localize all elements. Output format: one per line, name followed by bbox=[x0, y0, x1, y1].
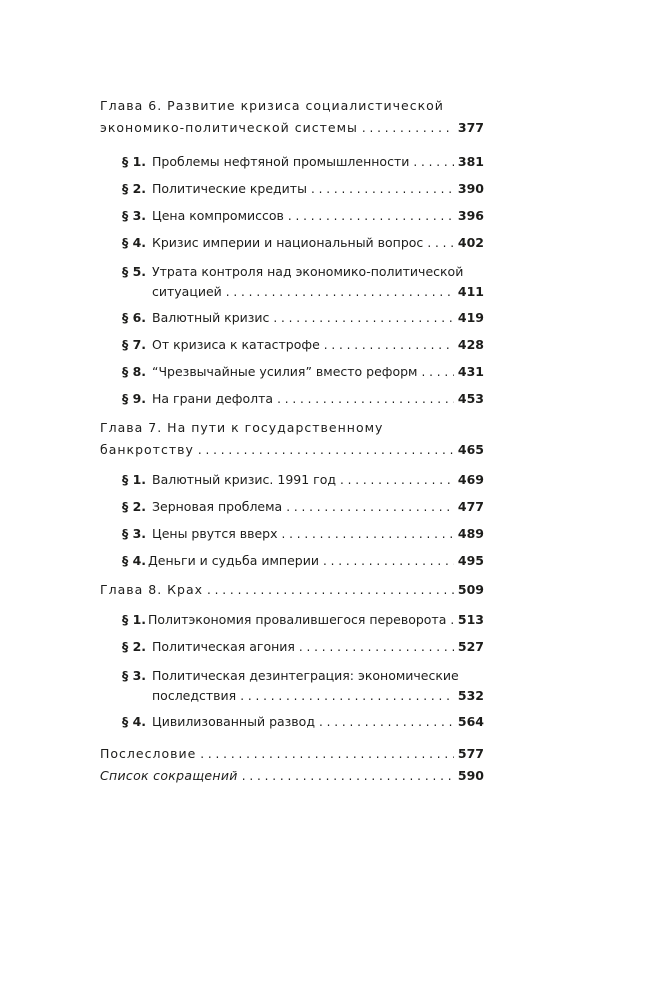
toc-entry[interactable] bbox=[122, 336, 484, 354]
section-sign: § 1. bbox=[122, 612, 147, 627]
toc-entry[interactable] bbox=[122, 390, 484, 408]
page-number: 453 bbox=[457, 391, 484, 406]
page-number: 419 bbox=[457, 310, 484, 325]
section-sign: § 2. bbox=[122, 499, 147, 514]
entry-title-line1: Политическая дезинтеграция: экономические bbox=[152, 668, 459, 683]
page-number: 577 bbox=[457, 746, 484, 761]
page-number: 513 bbox=[457, 612, 484, 627]
entry-title: От кризиса к катастрофе bbox=[152, 337, 320, 352]
page-number: 532 bbox=[457, 688, 484, 703]
dot-leader bbox=[277, 390, 454, 408]
dot-leader bbox=[413, 153, 454, 171]
chapter-6-sections bbox=[100, 153, 484, 408]
toc-entry[interactable] bbox=[122, 638, 484, 656]
entry-title: Кризис империи и национальный вопрос bbox=[152, 235, 424, 250]
dot-leader bbox=[226, 283, 454, 301]
chapter-title-text: банкротству bbox=[100, 442, 194, 457]
toc-entry[interactable] bbox=[122, 309, 484, 327]
entry-title: ситуацией bbox=[152, 284, 222, 299]
dot-leader bbox=[422, 363, 454, 381]
entry-title: Политическая агония bbox=[152, 639, 295, 654]
page-number: 564 bbox=[457, 714, 484, 729]
toc-entry[interactable] bbox=[122, 665, 484, 705]
chapter-title-line bbox=[100, 579, 484, 601]
chapter-title-line: Глава 6. Развитие кризиса социалистической bbox=[100, 98, 444, 113]
page-number: 590 bbox=[457, 768, 484, 783]
entry-title: последствия bbox=[152, 688, 237, 703]
section-sign: § 3. bbox=[122, 668, 147, 683]
abbreviations-entry[interactable] bbox=[100, 765, 484, 787]
entry-title: Политэкономия провалившегося переворота bbox=[148, 612, 447, 627]
table-of-contents bbox=[100, 95, 484, 787]
page-number: 402 bbox=[457, 235, 484, 250]
entry-title-line1: Утрата контроля над экономико-политической bbox=[152, 264, 464, 279]
entry-title: Валютный кризис bbox=[152, 310, 270, 325]
dot-leader bbox=[362, 117, 454, 139]
section-sign: § 2. bbox=[122, 181, 147, 196]
page-number: 465 bbox=[457, 442, 484, 457]
section-sign: § 4. bbox=[122, 235, 147, 250]
section-sign: § 8. bbox=[122, 364, 147, 379]
dot-leader bbox=[299, 638, 454, 656]
section-sign: § 1. bbox=[122, 472, 147, 487]
section-sign: § 6. bbox=[122, 310, 147, 325]
dot-leader bbox=[288, 207, 454, 225]
page-number: 489 bbox=[457, 526, 484, 541]
page-number: 428 bbox=[457, 337, 484, 352]
section-sign: § 1. bbox=[122, 154, 147, 169]
section-sign: § 4. bbox=[122, 553, 147, 568]
dot-leader bbox=[286, 498, 454, 516]
page-number: 469 bbox=[457, 472, 484, 487]
toc-entry[interactable] bbox=[122, 498, 484, 516]
afterword-line bbox=[100, 743, 484, 765]
dot-leader bbox=[242, 765, 454, 787]
entry-title: Цивилизованный развод bbox=[152, 714, 315, 729]
entry-title: Политические кредиты bbox=[152, 181, 307, 196]
page-number: 509 bbox=[457, 582, 484, 597]
chapter-title-text: Глава 8. Крах bbox=[100, 582, 204, 597]
dot-leader bbox=[240, 687, 454, 705]
section-sign: § 5. bbox=[122, 264, 147, 279]
chapter-6-heading[interactable] bbox=[100, 95, 484, 139]
dot-leader bbox=[198, 439, 454, 461]
toc-entry[interactable] bbox=[122, 471, 484, 489]
chapter-7-heading[interactable] bbox=[100, 417, 484, 461]
entry-title: Валютный кризис. 1991 год bbox=[152, 472, 337, 487]
toc-entry[interactable] bbox=[122, 234, 484, 252]
section-sign: § 9. bbox=[122, 391, 147, 406]
entry-title: Цены рвутся вверх bbox=[152, 526, 278, 541]
page-number: 495 bbox=[457, 553, 484, 568]
page-number: 477 bbox=[457, 499, 484, 514]
toc-entry[interactable] bbox=[122, 713, 484, 731]
toc-entry[interactable] bbox=[122, 261, 484, 301]
toc-entry[interactable] bbox=[122, 207, 484, 225]
toc-entry[interactable] bbox=[122, 611, 484, 629]
toc-entry[interactable] bbox=[122, 525, 484, 543]
dot-leader bbox=[273, 309, 453, 327]
entry-title: На грани дефолта bbox=[152, 391, 274, 406]
afterword-title: Послесловие bbox=[100, 746, 197, 761]
toc-entry[interactable] bbox=[122, 153, 484, 171]
toc-entry[interactable] bbox=[122, 363, 484, 381]
toc-entry[interactable] bbox=[122, 552, 484, 570]
entry-title: Проблемы нефтяной промышленности bbox=[152, 154, 410, 169]
dot-leader bbox=[200, 743, 454, 765]
toc-entry[interactable] bbox=[122, 180, 484, 198]
chapter-title-text: экономико-политической системы bbox=[100, 120, 358, 135]
section-sign: § 4. bbox=[122, 714, 147, 729]
abbreviations-title: Список сокращений bbox=[100, 768, 238, 783]
chapter-7-sections bbox=[100, 471, 484, 570]
page-number: 390 bbox=[457, 181, 484, 196]
dot-leader bbox=[282, 525, 454, 543]
page-number: 381 bbox=[457, 154, 484, 169]
entry-title: “Чрезвычайные усилия” вместо реформ bbox=[152, 364, 418, 379]
chapter-8-heading[interactable] bbox=[100, 579, 484, 601]
section-sign: § 7. bbox=[122, 337, 147, 352]
dot-leader bbox=[340, 471, 454, 489]
afterword-entry[interactable] bbox=[100, 743, 484, 765]
chapter-title-line: Глава 7. На пути к государственному bbox=[100, 420, 384, 435]
entry-title: Деньги и судьба империи bbox=[148, 553, 319, 568]
section-sign: § 3. bbox=[122, 526, 147, 541]
dot-leader bbox=[323, 552, 454, 570]
dot-leader bbox=[450, 611, 454, 629]
chapter-8-sections bbox=[100, 611, 484, 731]
page-number: 396 bbox=[457, 208, 484, 223]
dot-leader bbox=[311, 180, 454, 198]
page-number: 411 bbox=[457, 284, 484, 299]
page-number: 527 bbox=[457, 639, 484, 654]
section-sign: § 3. bbox=[122, 208, 147, 223]
chapter-title-line bbox=[100, 117, 484, 139]
dot-leader bbox=[324, 336, 454, 354]
page-number: 377 bbox=[457, 120, 484, 135]
abbreviations-line bbox=[100, 765, 484, 787]
entry-title: Цена компромиссов bbox=[152, 208, 284, 223]
chapter-title-line bbox=[100, 439, 484, 461]
page-number: 431 bbox=[457, 364, 484, 379]
dot-leader bbox=[427, 234, 454, 252]
entry-title: Зерновая проблема bbox=[152, 499, 283, 514]
dot-leader bbox=[207, 579, 454, 601]
dot-leader bbox=[319, 713, 454, 731]
section-sign: § 2. bbox=[122, 639, 147, 654]
